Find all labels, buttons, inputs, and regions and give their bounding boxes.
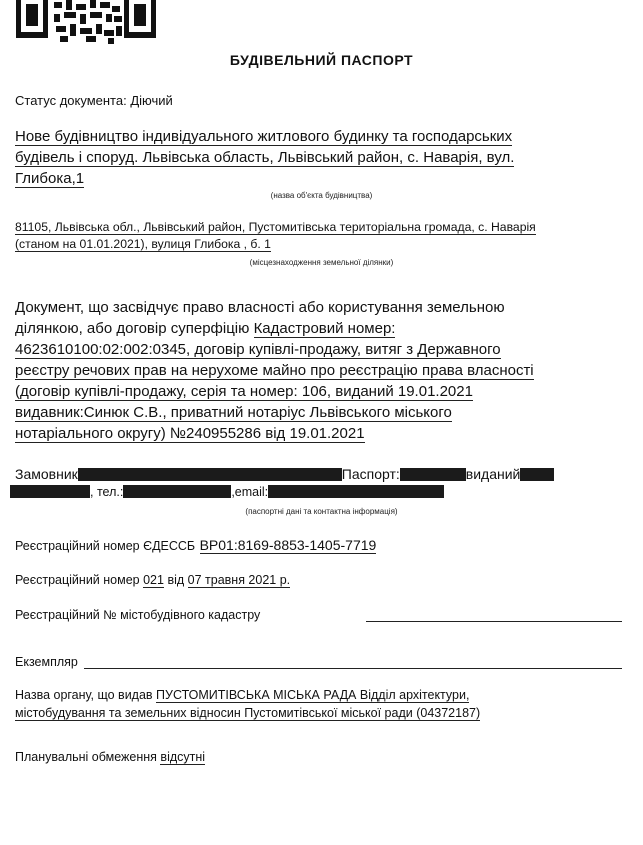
object-caption: (назва об'єкта будівництва)	[270, 191, 373, 200]
reg-from: від	[167, 573, 185, 587]
authority-value: містобудування та земельних відносин Пустомитівської міської ради (04372187)	[15, 706, 481, 720]
restrictions-value: відсутні	[160, 750, 206, 764]
customer-line-2	[10, 485, 444, 499]
copy-label: Екземпляр	[15, 655, 78, 669]
status-value: Діючий	[130, 93, 173, 108]
ownership-value: нотаріального округу) №240955286 від 19.01.2021	[15, 425, 365, 442]
reg-date: 07 травня 2021 р.	[187, 573, 291, 587]
object-line: Глибока,1	[15, 170, 85, 187]
reg-number: 021	[143, 573, 164, 587]
redaction-bar	[520, 468, 554, 481]
object-line: будівель і споруд. Львівська область, Львівський район, с. Наварія, вул.	[15, 149, 515, 166]
ownership-value: 4623610100:02:002:0345, договір купівлі-продажу, витяг з Державного	[15, 341, 501, 358]
ownership-label: ділянкою, або договір суперфіцію	[15, 320, 250, 337]
planning-restrictions	[15, 750, 205, 764]
phone-label: , тел.:	[90, 485, 124, 499]
customer-line-1	[15, 466, 554, 482]
ownership-document	[15, 297, 534, 444]
qr-code	[16, 0, 156, 44]
edessb-value: ВР01:8169-8853-1405-7719	[199, 537, 377, 553]
cadastral-label: Кадастровий номер:	[253, 320, 396, 337]
passport-label: Паспорт:	[341, 466, 400, 482]
edessb-row	[15, 537, 376, 555]
ownership-value: (договір купівлі-продажу, серія та номер: 106, виданий 19.01.2021	[15, 383, 473, 400]
redaction-bar	[268, 485, 444, 498]
issuing-authority	[15, 686, 480, 722]
registration-row	[15, 573, 290, 587]
reg-label: Реєстраційний номер	[15, 573, 140, 587]
edessb-label: Реєстраційний номер ЄДЕССБ	[15, 539, 196, 553]
restrictions-label: Планувальні обмеження	[15, 750, 157, 764]
ownership-value: реєстру речових прав на нерухоме майно про реєстрацію права власності	[15, 362, 534, 379]
object-line: Нове будівництво індивідуального житлового будинку та господарських	[15, 128, 513, 145]
email-label: ,email:	[231, 485, 269, 499]
ownership-line-1: Документ, що засвідчує право власності або користування земельною	[15, 299, 505, 316]
redaction-bar	[123, 485, 231, 498]
redaction-bar	[400, 468, 466, 481]
document-title: БУДІВЕЛЬНИЙ ПАСПОРТ	[229, 52, 414, 68]
customer-caption: (паспортні дані та контактна інформація)	[245, 507, 398, 516]
status-label: Статус документа:	[15, 93, 127, 108]
document-status	[15, 93, 173, 108]
location-line: (станом на 01.01.2021), вулиця Глибока , б. 1	[15, 237, 271, 251]
object-name	[15, 126, 514, 189]
cadastre-label: Реєстраційний № містобудівного кадастру	[15, 608, 261, 622]
copy-blank-line	[84, 668, 622, 669]
location-line: 81105, Львівська обл., Львівський район, Пустомитівська територіальна громада, с. Наварія	[15, 220, 536, 234]
location-caption: (місцезнаходження земельної ділянки)	[249, 258, 394, 267]
location	[15, 219, 536, 253]
redaction-bar	[10, 485, 90, 498]
authority-label: Назва органу, що видав	[15, 688, 153, 702]
authority-value: ПУСТОМИТІВСЬКА МІСЬКА РАДА Відділ архітектури,	[156, 688, 470, 702]
cadastre-blank-line	[366, 621, 622, 622]
ownership-value: видавник:Синюк С.В., приватний нотаріус Львівського міського	[15, 404, 452, 421]
redaction-bar	[78, 468, 342, 481]
issued-label: виданий	[465, 466, 521, 482]
customer-label: Замовник	[15, 466, 78, 482]
